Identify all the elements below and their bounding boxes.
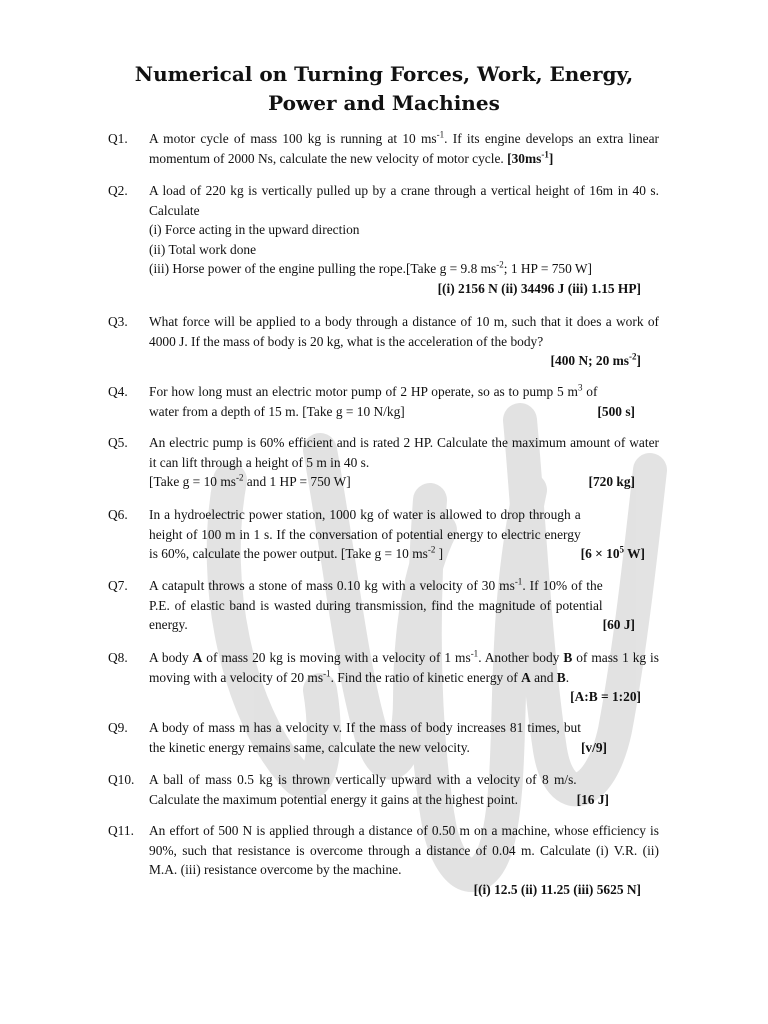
- question-q7: [108, 576, 659, 635]
- question-text: [v/9] A body of mass m has a velocity v. If the mass of body increases 81 times, but the kinetic energy remains same, calculate the new velocity.: [149, 718, 659, 757]
- question-text: An effort of 500 N is applied through a distance of 0.50 m on a machine, whose efficiency is 90%, such that resistance is overcome through a distance of 0.04 m. Calculate (i) V.R. (ii) M.A. (iii) resistance overcome by the machine. [(i) 12.5 (ii) 11.25 (iii) 5625 N]: [149, 821, 659, 899]
- question-q11: [108, 821, 659, 899]
- question-text: An electric pump is 60% efficient and is rated 2 HP. Calculate the maximum amount of water it can lift through a height of 5 m in 40 s. [720 kg] [Take g = 10 $ms^{-2}$ and 1 HP = 750 W]: [149, 433, 659, 492]
- page-title: [0, 60, 768, 118]
- sub-part: (i) Force acting in the upward direction: [149, 222, 360, 238]
- question-text: [$6 \times 10^5$ W] In a hydroelectric power station, 1000 kg of water is allowed to drop through a height of 100 m in 1 s. If the conversation of potential energy to electric energy is 60%, calculate the power output. [Take g = 10 $ms^{-2}$ ]: [149, 505, 659, 564]
- question-number: Q6.: [108, 507, 128, 522]
- question-q1: [108, 129, 659, 168]
- question-number: Q5.: [108, 435, 128, 450]
- sub-part: (iii) Horse power of the engine pulling the rope.[Take g = 9.8 $ms^{-2}$; 1 HP = 750 W]: [149, 259, 593, 277]
- title-line-2: Power and Machines: [268, 91, 500, 115]
- answer: $[30ms^{-1}]$: [507, 149, 554, 166]
- answer: [(i) 2156 N (ii) 34496 J (iii) 1.15 HP]: [437, 280, 641, 296]
- question-number: Q8.: [108, 650, 128, 665]
- sub-part: (ii) Total work done: [149, 241, 257, 257]
- question-number: Q10.: [108, 772, 135, 787]
- answer: [(i) 12.5 (ii) 11.25 (iii) 5625 N]: [473, 881, 641, 897]
- question-number: Q4.: [108, 384, 128, 399]
- question-q3: [108, 312, 659, 371]
- question-number: Q7.: [108, 578, 128, 593]
- question-q9: [108, 718, 659, 757]
- question-q10: [108, 770, 659, 809]
- answer: [720 kg]: [588, 474, 635, 490]
- question-number: Q3.: [108, 314, 128, 329]
- answer: [60 J]: [602, 617, 635, 633]
- question-q2: [108, 181, 659, 299]
- question-q5: [108, 433, 659, 492]
- question-text: A motor cycle of mass 100 kg is running at 10 $ms^{-1}$. If its engine develops an extra linear momentum of 2000 Ns, calculate the new velocity of motor cycle. $[30ms^{-1}]$: [149, 129, 660, 166]
- answer: [16 J]: [576, 791, 609, 807]
- answer: [500 s]: [597, 403, 635, 419]
- question-q4: [108, 382, 659, 421]
- answer: [400 N; 20 $ms^{-2}$]: [550, 351, 641, 369]
- answer: [A:B = 1:20]: [570, 689, 641, 705]
- question-text: [500 s] For how long must an electric motor pump of 2 HP operate, so as to pump 5 $m^3$ of water from a depth of 15 m. [Take g = 10 N/kg]: [149, 382, 659, 421]
- question-q6: [108, 505, 659, 564]
- question-text: A load of 220 kg is vertically pulled up by a crane through a vertical height of 16m in 40 s. Calculate (i) Force acting in the upward direction (ii) Total work done (iii) Horse power of the engine pulling the rope.[Take g = 9.8 $ms^{-2}$; 1 HP = 750 W] [(i) 2156 N (ii) 34496 J (iii) 1.15 HP]: [149, 181, 659, 299]
- question-text: [16 J] A ball of mass 0.5 kg is thrown vertically upward with a velocity of 8 m/s. Calculate the maximum potential energy it gains at the highest point.: [149, 770, 659, 809]
- question-q8: [108, 648, 659, 707]
- question-number: Q2.: [108, 183, 128, 198]
- title-line-1: Numerical on Turning Forces, Work, Energy,: [134, 62, 634, 86]
- question-text: What force will be applied to a body through a distance of 10 m, such that it does a work of 4000 J. If the mass of body is 20 kg, what is the acceleration of the body? [400 N; 20 $ms^{-2}$]: [149, 312, 659, 371]
- question-number: Q11.: [108, 823, 134, 838]
- question-text: A body A of mass 20 kg is moving with a velocity of 1 $ms^{-1}$. Another body B of mass 1 kg is moving with a velocity of 20 $ms^{-1}$. Find the ratio of kinetic energy of A and B. [A:B = 1:20]: [149, 648, 659, 707]
- question-text: [60 J] A catapult throws a stone of mass 0.10 kg with a velocity of 30 $ms^{-1}$. If 10% of the P.E. of elastic band is wasted during transmission, find the magnitude of potential energy.: [149, 576, 659, 635]
- question-number: Q1.: [108, 131, 128, 146]
- answer: [v/9]: [580, 739, 607, 755]
- question-number: Q9.: [108, 720, 128, 735]
- answer: [$6 \times 10^5$ W]: [580, 544, 645, 562]
